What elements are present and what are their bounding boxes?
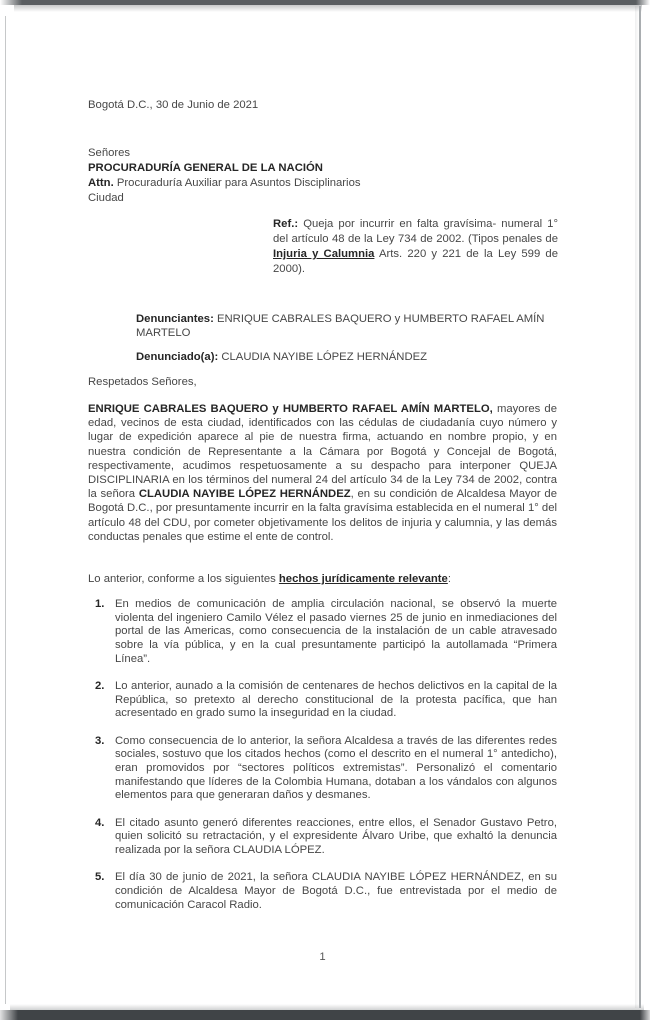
fact-text: Lo anterior, aunado a la comisión de centenares de hechos delictivos en la capital de la República, so pretexto al derecho constitucional de la protesta pacífica, que han acresentado en grado sumo la inseguridad en la ciudad.	[115, 680, 557, 720]
attn-label: Attn.	[88, 177, 114, 189]
intro-segment-1: mayores de edad, vecinos de esta ciudad, identificados con las cédulas de ciudadanía cuyo número y lugar de expedición aparece al pie de nuestra firma, actuando en nombre propio, y en nuestra condición de Representante a la Cámara por Bogotá y Concejal de Bogotá, respectivamente, acudimos respetuosamente a su despacho para interponer QUEJA DISCIPLINARIA en los términos del numeral 24 del artículo 34 de la Ley 734 de 2002, contra la señora	[88, 403, 557, 501]
facts-list	[95, 598, 558, 926]
parties-block	[136, 312, 558, 364]
recipient-entity: PROCURADURÍA GENERAL DE LA NACIÓN	[88, 162, 323, 174]
facts-intro-line	[88, 573, 557, 585]
fact-text: En medios de comunicación de amplia circulación nacional, se observó la muerte violenta del ingeniero Camilo Vélez el pasado viernes 25 de junio en inmediaciones del portal de las Americas, como consecuencia de la instalación de un cable atravesado sobre la vía pública, y en la cual presuntamente participó la autollamada “Primera Línea”.	[115, 598, 557, 665]
reference-text-before: Queja por incurrir en falta gravísima- numeral 1° del artículo 48 de la Ley 734 de 2002. (Tipos penales de	[273, 218, 558, 245]
page-number: 1	[319, 951, 326, 963]
reference-highlight: Injuria y Calumnia	[273, 248, 375, 260]
fact-number: 5.	[95, 871, 105, 884]
accused-label: Denunciado(a):	[136, 351, 219, 363]
fact-item-5	[95, 871, 558, 912]
fact-number: 1.	[95, 598, 105, 610]
intro-accused-bold: CLAUDIA NAYIBE LÓPEZ HERNÁNDEZ	[138, 488, 351, 501]
facts-intro-after: :	[447, 573, 451, 585]
fact-text: El citado asunto generó diferentes reacciones, entre ellos, el Senador Gustavo Petro, quien solicitó su retractación, y el expresidente Álvaro Uribe, que exhaltó la denuncia realizada por la señora CLAUDIA LÓPEZ.	[115, 816, 557, 857]
recipient-salutation: Señores	[88, 147, 131, 159]
accused-line	[136, 350, 558, 364]
fact-number: 4.	[95, 816, 105, 829]
fact-item-1	[95, 598, 558, 667]
fact-text: El día 30 de junio de 2021, la señora CLAUDIA NAYIBE LÓPEZ HERNÁNDEZ, en su condición de Alcaldesa Mayor de Bogotá D.C., fue entrevistada por el medio de comunicación Caracol Radio.	[115, 871, 557, 911]
recipient-block	[88, 146, 361, 206]
facts-intro-highlight: hechos jurídicamente relevante	[278, 573, 448, 585]
fact-text: Como consecuencia de lo anterior, la señora Alcaldesa a través de las diferentes redes sociales, sostuvo que los citados hechos (como el descrito en el numeral 1° antedicho), eran promovidos por “sectores políticos extremistas”. Personalizó el comentario manifestando que líderes de la Colombia Humana, dotaban a los vándalos con algunos elementos para que generaran daños y desmanes.	[115, 734, 557, 802]
complainants-label: Denunciantes:	[136, 313, 214, 325]
fact-number: 2.	[95, 680, 105, 693]
recipient-attn-line	[88, 176, 361, 191]
accused-name: CLAUDIA NAYIBE LÓPEZ HERNÁNDEZ	[221, 351, 428, 363]
attn-text: Procuraduría Auxiliar para Asuntos Disciplinarios	[116, 177, 361, 189]
fact-item-2	[95, 680, 558, 721]
intro-paragraph	[88, 402, 557, 544]
complainants-line	[136, 312, 558, 340]
intro-complainants-bold: ENRIQUE CABRALES BAQUERO y HUMBERTO RAFAEL AMÍN MARTELO,	[88, 403, 493, 415]
fact-item-4	[95, 817, 558, 858]
intro-segment-2: , en su condición de Alcaldesa Mayor de Bogotá D.C., por presuntamente incurrir en la falta gravísima establecida en el numeral 1° del artículo 48 del CDU, por cometer objetivamente los delitos de injuria y calumnia, y las demás conductas penales que estime el ente de control.	[88, 488, 557, 543]
reference-label: Ref.:	[273, 218, 299, 230]
date-line: Bogotá D.C., 30 de Junio de 2021	[88, 99, 259, 111]
fact-item-3	[95, 735, 558, 804]
complainants-names: ENRIQUE CABRALES BAQUERO y HUMBERTO RAFAEL AMÍN MARTELO	[136, 313, 545, 339]
facts-intro-before: Lo anterior, conforme a los siguientes	[88, 573, 276, 585]
reference-text-after: Arts. 220 y 221 de la Ley 599 de 2000).	[273, 248, 558, 275]
fact-number: 3.	[95, 734, 105, 747]
reference-block	[273, 217, 558, 277]
greeting-line: Respetados Señores,	[88, 376, 197, 388]
recipient-city: Ciudad	[88, 192, 124, 204]
